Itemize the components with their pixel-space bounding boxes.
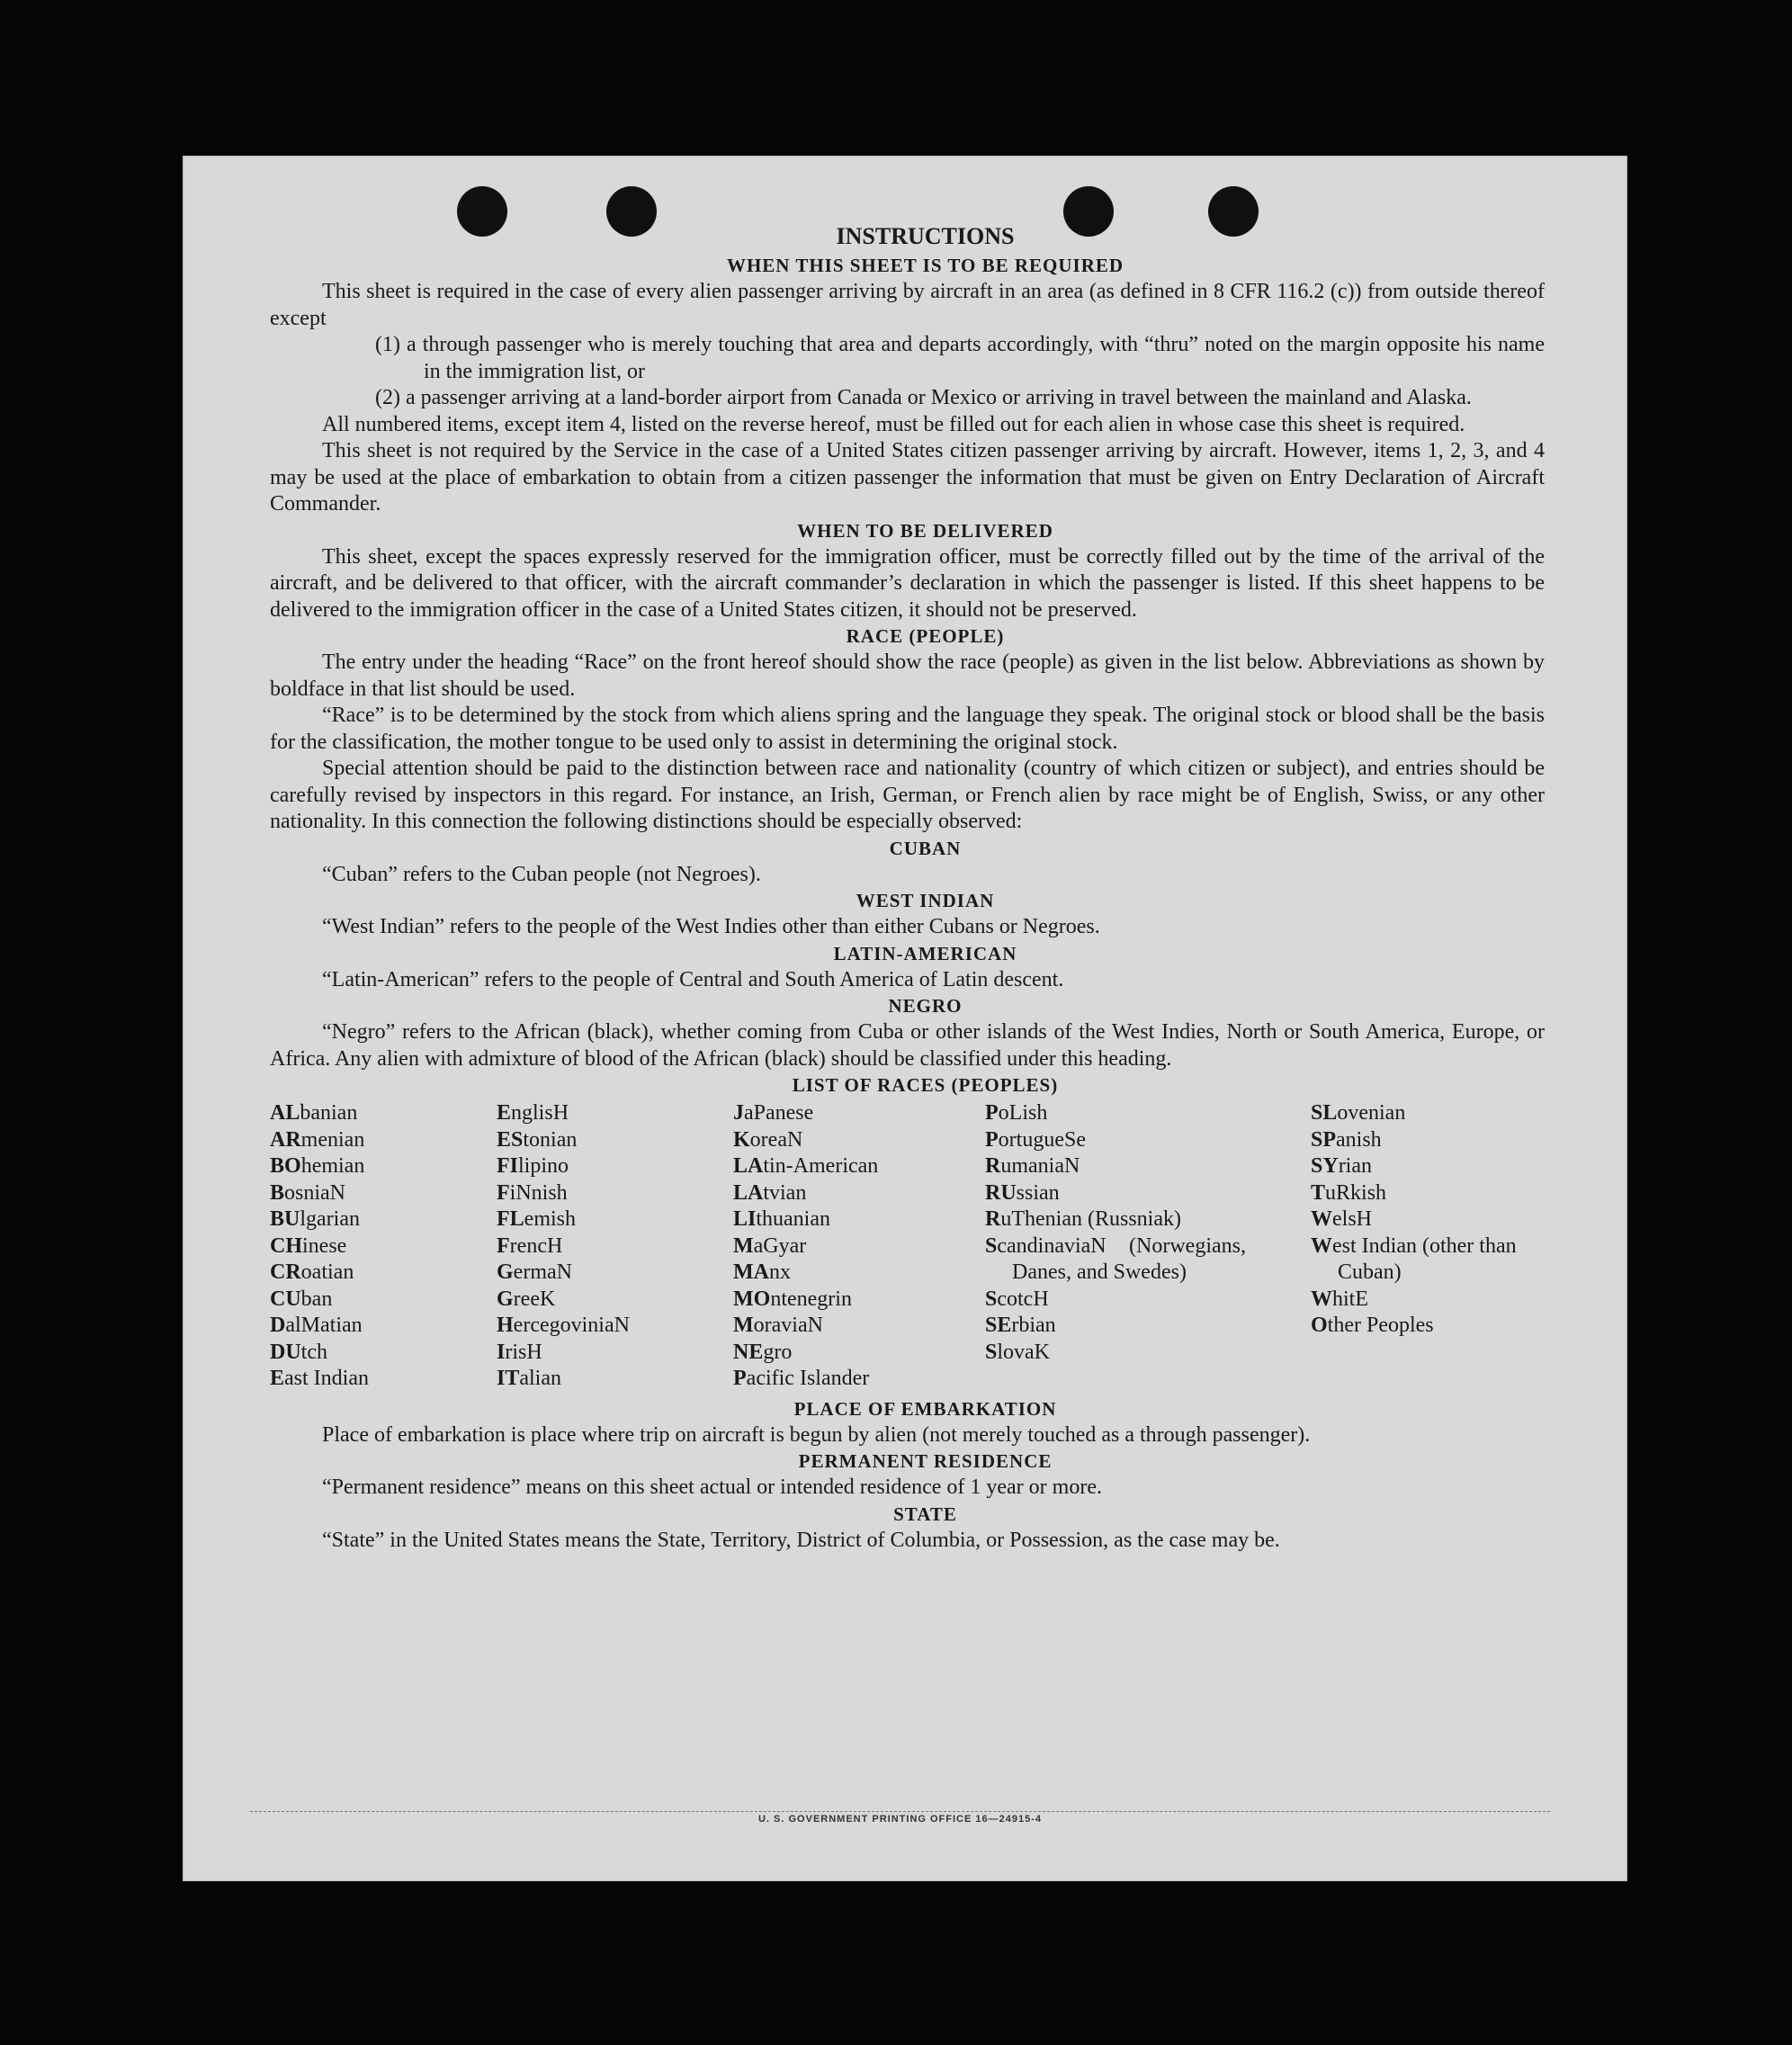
race-item: SYrian — [1311, 1154, 1372, 1178]
race-item: HercegoviniaN — [497, 1314, 630, 1337]
section-heading: WHEN TO BE DELIVERED — [797, 519, 1053, 542]
paragraph: “Latin-American” refers to the people of Central and South America of Latin descent. — [322, 967, 1064, 991]
paragraph: “Race” is to be determined by the stock from which aliens spring and the language they speak. The original stock or blood shall be the basis for the classification, the mother tongue to be used only to assist in determining the original stock. — [270, 704, 1545, 754]
section-heading: WHEN THIS SHEET IS TO BE REQUIRED — [726, 255, 1124, 276]
section-heading: RACE (PEOPLE) — [846, 625, 1005, 647]
race-item: FLemish — [497, 1207, 576, 1231]
race-item: SPanish — [1311, 1127, 1382, 1152]
race-item: MAnx — [733, 1260, 791, 1284]
race-item: FiNnish — [497, 1180, 568, 1205]
list-item: (2) a passenger arriving at a land-border airport from Canada or Mexico or arriving in travel between the mainland and Alaska. — [375, 386, 1472, 409]
paragraph: This sheet is not required by the Service in the case of a United States citizen passenger arriving by aircraft. However, items 1, 2, 3, and 4 may be used at the place of embarkation to obtain from a citizen passenger the information that must be given on Entry Declaration of Aircraft Commander. — [270, 439, 1545, 516]
race-item: KoreaN — [733, 1127, 803, 1152]
section-heading: CUBAN — [889, 837, 962, 859]
instructions-content — [270, 220, 1545, 1554]
race-item: Pacific Islander — [733, 1367, 870, 1390]
race-item: ScandinaviaN (Norwegians, Danes, and Swedes) — [985, 1233, 1246, 1284]
section-heading: WEST INDIAN — [856, 890, 995, 911]
race-item: JaPanese — [733, 1101, 814, 1125]
paragraph: Special attention should be paid to the distinction between race and nationality (country of which citizen or subject), and entries should be carefully revised by inspectors in this regard. For instance, an Irish, German, or French alien by race might be of English, Swiss, or any other nationality. In this connection the following distinctions should be especially observed: — [270, 757, 1545, 833]
race-item: WhitE — [1311, 1287, 1368, 1311]
paragraph: Place of embarkation is place where trip on aircraft is begun by alien (not merely touched as a through passenger). — [322, 1422, 1311, 1447]
paragraph: All numbered items, except item 4, listed on the reverse hereof, must be filled out for each alien in whose case this sheet is required. — [322, 412, 1465, 436]
list-item: (1) a through passenger who is merely touching that area and departs accordingly, with “thru” noted on the margin opposite his name in the immigration list, or — [375, 333, 1545, 383]
race-column — [733, 1100, 985, 1393]
printer-imprint: U. S. GOVERNMENT PRINTING OFFICE 16—24915-4 — [250, 1811, 1550, 1825]
race-item: SErbian — [985, 1314, 1056, 1337]
race-item: LIthuanian — [733, 1207, 830, 1231]
race-item: RumaniaN — [985, 1154, 1080, 1178]
race-item: FrencH — [497, 1233, 563, 1258]
paragraph: “West Indian” refers to the people of the West Indies other than either Cubans or Negroes. — [322, 915, 1100, 938]
race-item: FIlipino — [497, 1154, 569, 1178]
race-item: West Indian (other than Cuban) — [1311, 1233, 1517, 1284]
race-item: LAtvian — [733, 1180, 807, 1205]
race-item: ARmenian — [270, 1127, 365, 1152]
race-item: ALbanian — [270, 1101, 358, 1125]
race-item: RuThenian (Russniak) — [985, 1207, 1181, 1231]
race-column — [497, 1100, 733, 1393]
race-item: Other Peoples — [1311, 1314, 1434, 1337]
race-column — [270, 1100, 497, 1393]
paragraph: This sheet is required in the case of every alien passenger arriving by aircraft in an area (as defined in 8 CFR 116.2 (c)) from outside thereof except — [270, 280, 1545, 330]
section-heading: STATE — [893, 1502, 957, 1525]
race-item: CUban — [270, 1287, 333, 1311]
race-item: CRoatian — [270, 1260, 354, 1284]
race-item: BOhemian — [270, 1154, 365, 1178]
race-item: CHinese — [270, 1233, 347, 1258]
race-item: RUssian — [985, 1180, 1060, 1205]
race-item: EStonian — [497, 1127, 578, 1152]
race-item: ScotcH — [985, 1287, 1049, 1311]
race-item: EnglisH — [497, 1101, 569, 1125]
paragraph: “Negro” refers to the African (black), whether coming from Cuba or other islands of the West Indies, North or South America, Europe, or Africa. Any alien with admixture of blood of the African (black) should be classified under this heading. — [270, 1020, 1545, 1071]
race-item: PortugueSe — [985, 1127, 1086, 1152]
race-column — [985, 1100, 1311, 1393]
paragraph: “Permanent residence” means on this sheet actual or intended residence of 1 year or more. — [322, 1475, 1102, 1499]
race-item: MaGyar — [733, 1233, 807, 1258]
race-item: SLovenian — [1311, 1101, 1406, 1125]
race-list — [270, 1100, 1545, 1393]
section-heading: PLACE OF EMBARKATION — [793, 1397, 1057, 1420]
race-item: MOntenegrin — [733, 1287, 852, 1311]
document-sheet — [183, 156, 1627, 1881]
race-item: MoraviaN — [733, 1314, 823, 1337]
race-item: GreeK — [497, 1287, 556, 1311]
race-item: BosniaN — [270, 1180, 346, 1205]
race-item: BUlgarian — [270, 1207, 360, 1231]
race-item: WelsH — [1311, 1207, 1372, 1231]
race-item: DalMatian — [270, 1314, 363, 1337]
race-column — [1311, 1100, 1543, 1393]
race-item: SlovaK — [985, 1340, 1051, 1364]
race-item: DUtch — [270, 1340, 327, 1364]
paragraph: The entry under the heading “Race” on the front hereof should show the race (people) as given in the list below. Abbreviations as shown by boldface in that list should be used. — [270, 650, 1545, 701]
race-item: PoLish — [985, 1101, 1048, 1125]
race-item: East Indian — [270, 1367, 369, 1390]
paragraph: This sheet, except the spaces expressly reserved for the immigration officer, must be correctly filled out by the time of the arrival of the aircraft, and be delivered to that officer, with the aircraft commander’s declaration in which the passenger is listed. If this sheet happens to be delivered to the immigration officer in the case of a United States citizen, it should not be preserved. — [270, 544, 1545, 622]
race-item: IrisH — [497, 1340, 542, 1364]
race-item: GermaN — [497, 1260, 572, 1284]
page-title: INSTRUCTIONS — [836, 223, 1015, 249]
paragraph: “Cuban” refers to the Cuban people (not Negroes). — [322, 862, 761, 886]
race-item: ITalian — [497, 1367, 561, 1390]
race-item: LAtin-American — [733, 1154, 879, 1178]
section-heading: NEGRO — [888, 995, 963, 1017]
section-heading: PERMANENT RESIDENCE — [798, 1450, 1053, 1472]
section-heading: LATIN-AMERICAN — [833, 942, 1017, 964]
race-item: NEgro — [733, 1340, 793, 1364]
race-item: TuRkish — [1311, 1180, 1387, 1205]
paragraph: “State” in the United States means the State, Territory, District of Columbia, or Possession, as the case may be. — [322, 1528, 1280, 1552]
section-heading: LIST OF RACES (PEOPLES) — [792, 1074, 1059, 1096]
